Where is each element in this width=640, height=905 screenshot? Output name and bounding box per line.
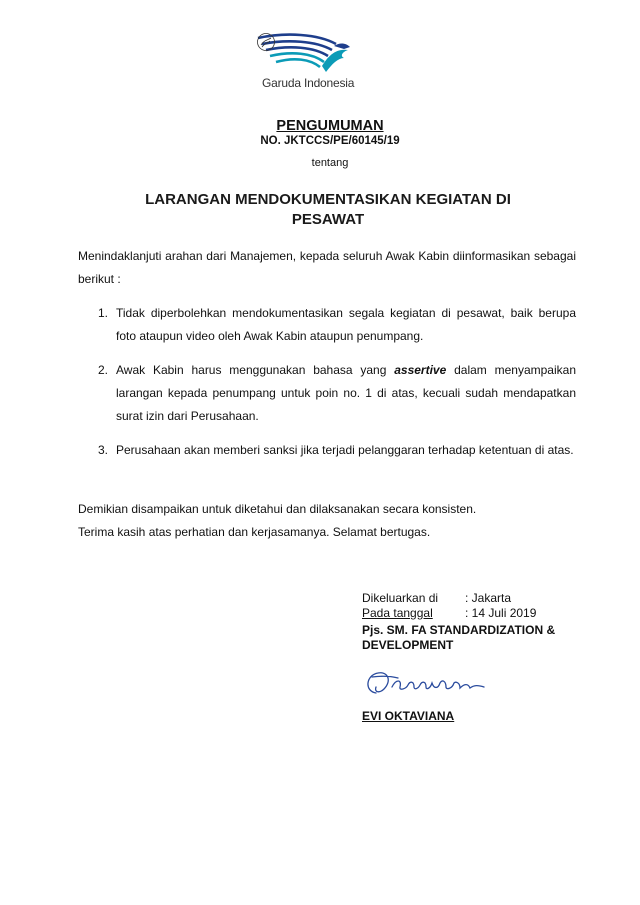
list-item-text: Tidak diperbolehkan mendokumentasikan segala kegiatan di pesawat, baik berupa foto ataupun video oleh Awak Kabin ataupun penumpang. xyxy=(116,306,576,343)
signer-name: EVI OKTAVIANA xyxy=(362,709,455,723)
garuda-logo xyxy=(256,32,406,104)
closing-line-2: Terima kasih atas perhatian dan kerjasamanya. Selamat bertugas. xyxy=(78,525,431,539)
emphasis-word: assertive xyxy=(394,363,447,377)
list-item-text: Perusahaan akan memberi sanksi jika terjadi pelanggaran terhadap ketentuan di atas. xyxy=(116,443,574,457)
list-item xyxy=(78,359,576,428)
date-value: : 14 Juli 2019 xyxy=(465,606,537,620)
intro-paragraph: Menindaklanjuti arahan dari Manajemen, kepada seluruh Awak Kabin diinformasikan sebagai berikut : xyxy=(78,249,576,286)
closing-paragraph xyxy=(78,498,576,544)
handwritten-signature xyxy=(362,667,492,703)
issued-value: : Jakarta xyxy=(465,591,512,605)
signature-block xyxy=(362,591,612,723)
signer-position: Pjs. SM. FA STANDARDIZATION & DEVELOPMENT xyxy=(362,623,556,652)
closing-line-1: Demikian disampaikan untuk diketahui dan dilaksanakan secara konsisten. xyxy=(78,502,477,516)
issued-row xyxy=(362,591,612,606)
announcement-headline: LARANGAN MENDOKUMENTASIKAN KEGIATAN DI PESAWAT xyxy=(145,191,511,228)
list-item xyxy=(78,302,576,348)
list-number: 3. xyxy=(98,443,109,457)
announcement-about: tentang xyxy=(311,157,349,169)
date-label: Pada tanggal xyxy=(362,606,433,620)
issued-label: Dikeluarkan di xyxy=(362,591,439,605)
rules-list xyxy=(78,302,576,462)
list-item-text-end: dalam menyampaikan larangan kepada penumpang untuk poin no. 1 di atas, kecuali sudah mendapatkan surat izin dari Perusahaan. xyxy=(116,363,576,423)
date-row xyxy=(362,606,612,621)
skyteam-badge-icon xyxy=(256,32,276,52)
announcement-title: PENGUMUMAN xyxy=(276,118,384,134)
list-number: 2. xyxy=(98,363,109,377)
list-item-text-start: Awak Kabin harus menggunakan bahasa yang xyxy=(116,363,395,377)
announcement-number: NO. JKTCCS/PE/60145/19 xyxy=(260,135,400,147)
brand-name: Garuda Indonesia xyxy=(262,76,355,90)
list-item xyxy=(78,439,576,462)
list-number: 1. xyxy=(98,306,109,320)
